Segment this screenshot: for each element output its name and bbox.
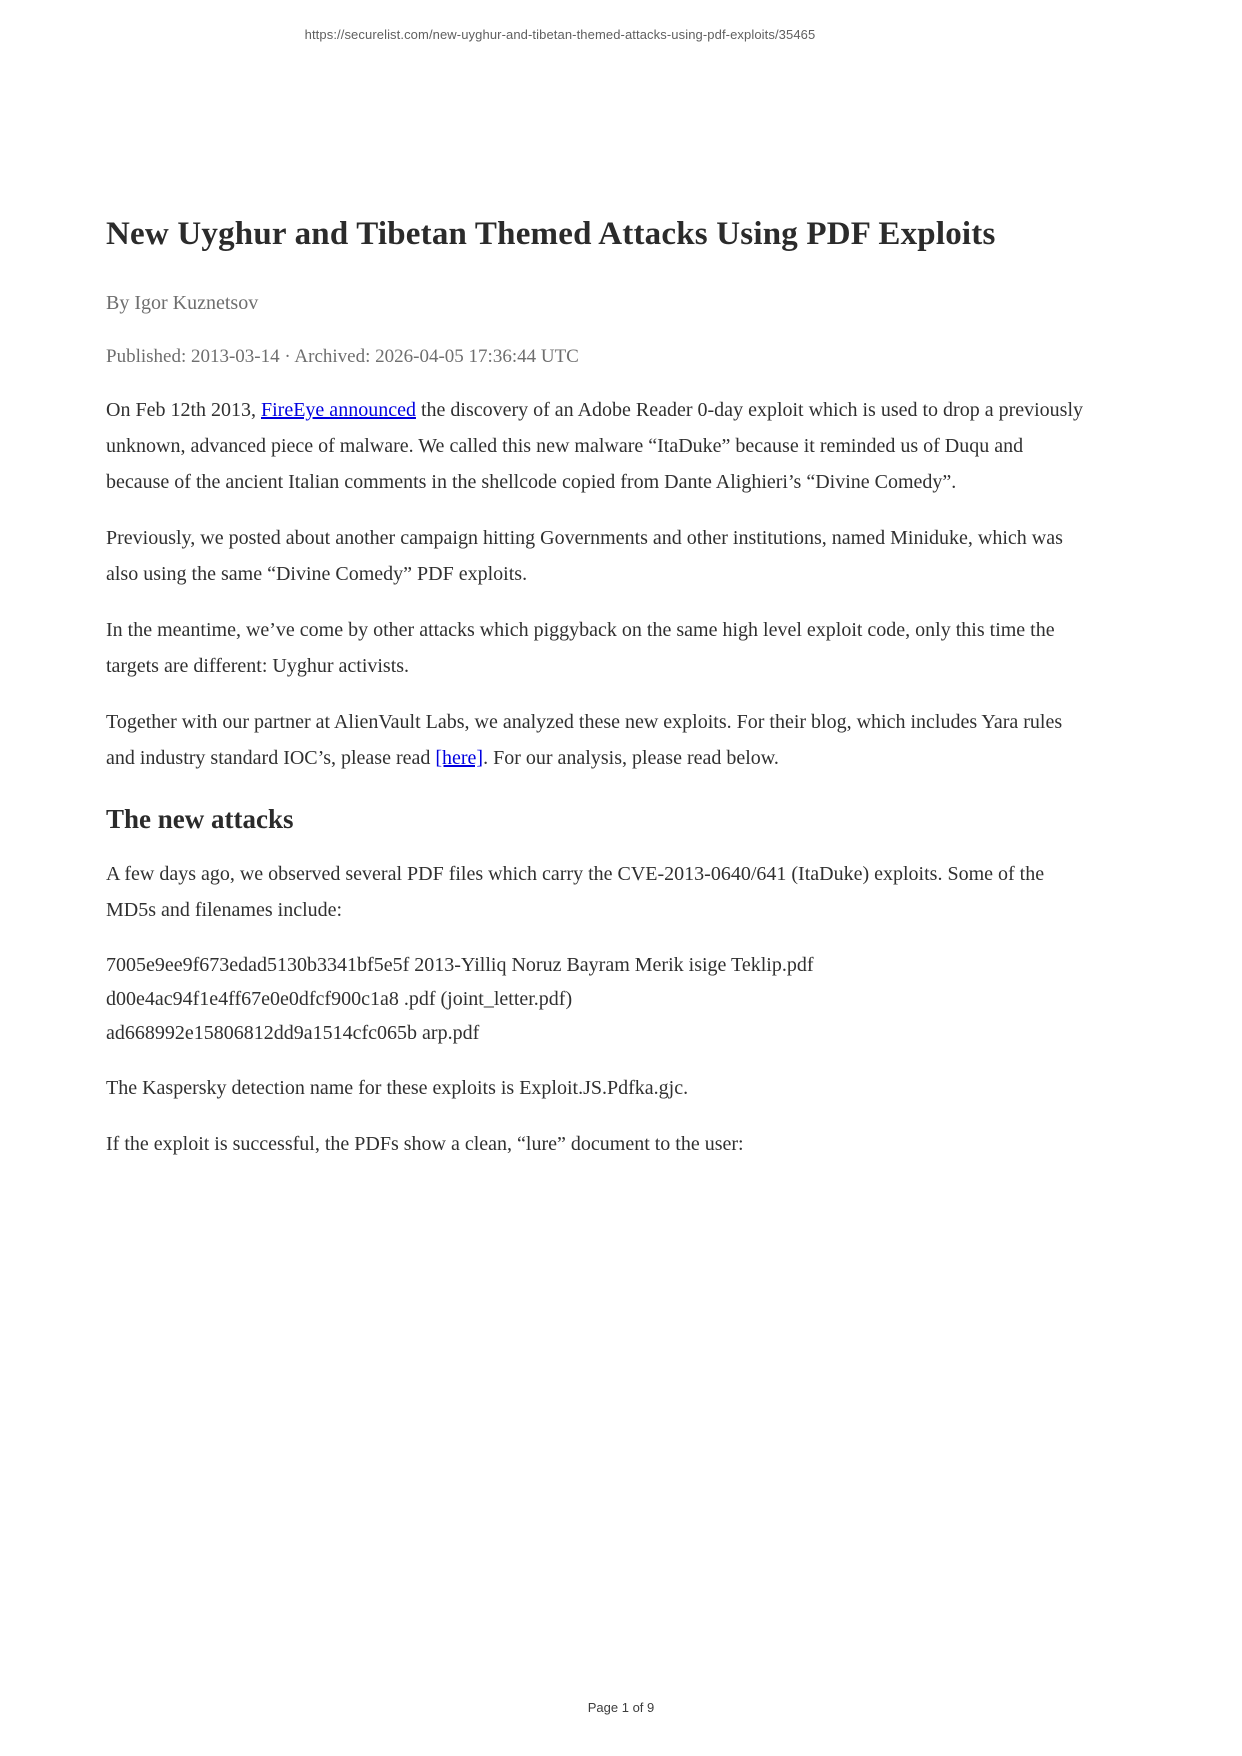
partner-text-pre: Together with our partner at AlienVault Labs, we analyzed these new exploits. For their blog, which includes Yara rules and industry standard IOC’s, please read [106,711,1063,769]
paragraph-intro [106,392,1088,500]
here-link[interactable]: [here] [435,747,484,769]
section-heading-new-attacks: The new attacks [106,804,294,834]
partner-text-post: . For our analysis, please read below. [483,747,779,769]
intro-text-pre: On Feb 12th 2013, [106,399,261,421]
paragraph-partner [106,704,1088,776]
md5-filename-list [106,948,1088,1050]
paragraph-fewdays: A few days ago, we observed several PDF files which carry the CVE-2013-0640/641 (ItaDuke) exploits. Some of the MD5s and filenames include: [106,863,1045,921]
paragraph-meantime: In the meantime, we’ve come by other attacks which piggyback on the same high level exploit code, only this time the targets are different: Uyghur activists. [106,619,1055,677]
print-header-url: https://securelist.com/new-uyghur-and-tibetan-themed-attacks-using-pdf-exploits/35465 [304,27,816,42]
md5-line: ad668992e15806812dd9a1514cfc065b arp.pdf [106,1022,480,1044]
article-title: New Uyghur and Tibetan Themed Attacks Using PDF Exploits [106,216,996,252]
fireeye-announced-link[interactable]: FireEye announced [261,399,416,421]
md5-line: d00e4ac94f1e4ff67e0e0dfcf900c1a8 .pdf (joint_letter.pdf) [106,988,573,1010]
intro-text-post: the discovery of an Adobe Reader 0-day exploit which is used to drop a previously unknown, advanced piece of malware. We called this new malware “ItaDuke” because it reminded us of Duqu and because of the ancient Italian comments in the shellcode copied from Dante Alighieri’s “Divine Comedy”. [106,399,1084,493]
paragraph-detection-name: The Kaspersky detection name for these exploits is Exploit.JS.Pdfka.gjc. [106,1077,689,1099]
paragraph-lure: If the exploit is successful, the PDFs show a clean, “lure” document to the user: [106,1133,744,1155]
article [106,213,1088,1162]
print-footer-page-indicator: Page 1 of 9 [587,1700,655,1715]
article-meta-dates: Published: 2013-03-14 · Archived: 2026-04-05 17:36:44 UTC [106,346,579,367]
paragraph-previously: Previously, we posted about another campaign hitting Governments and other institutions, named Miniduke, which was also using the same “Divine Comedy” PDF exploits. [106,527,1063,585]
md5-line: 7005e9ee9f673edad5130b3341bf5e5f 2013-Yilliq Noruz Bayram Merik isige Teklip.pdf [106,954,814,976]
article-byline: By Igor Kuznetsov [106,292,259,314]
